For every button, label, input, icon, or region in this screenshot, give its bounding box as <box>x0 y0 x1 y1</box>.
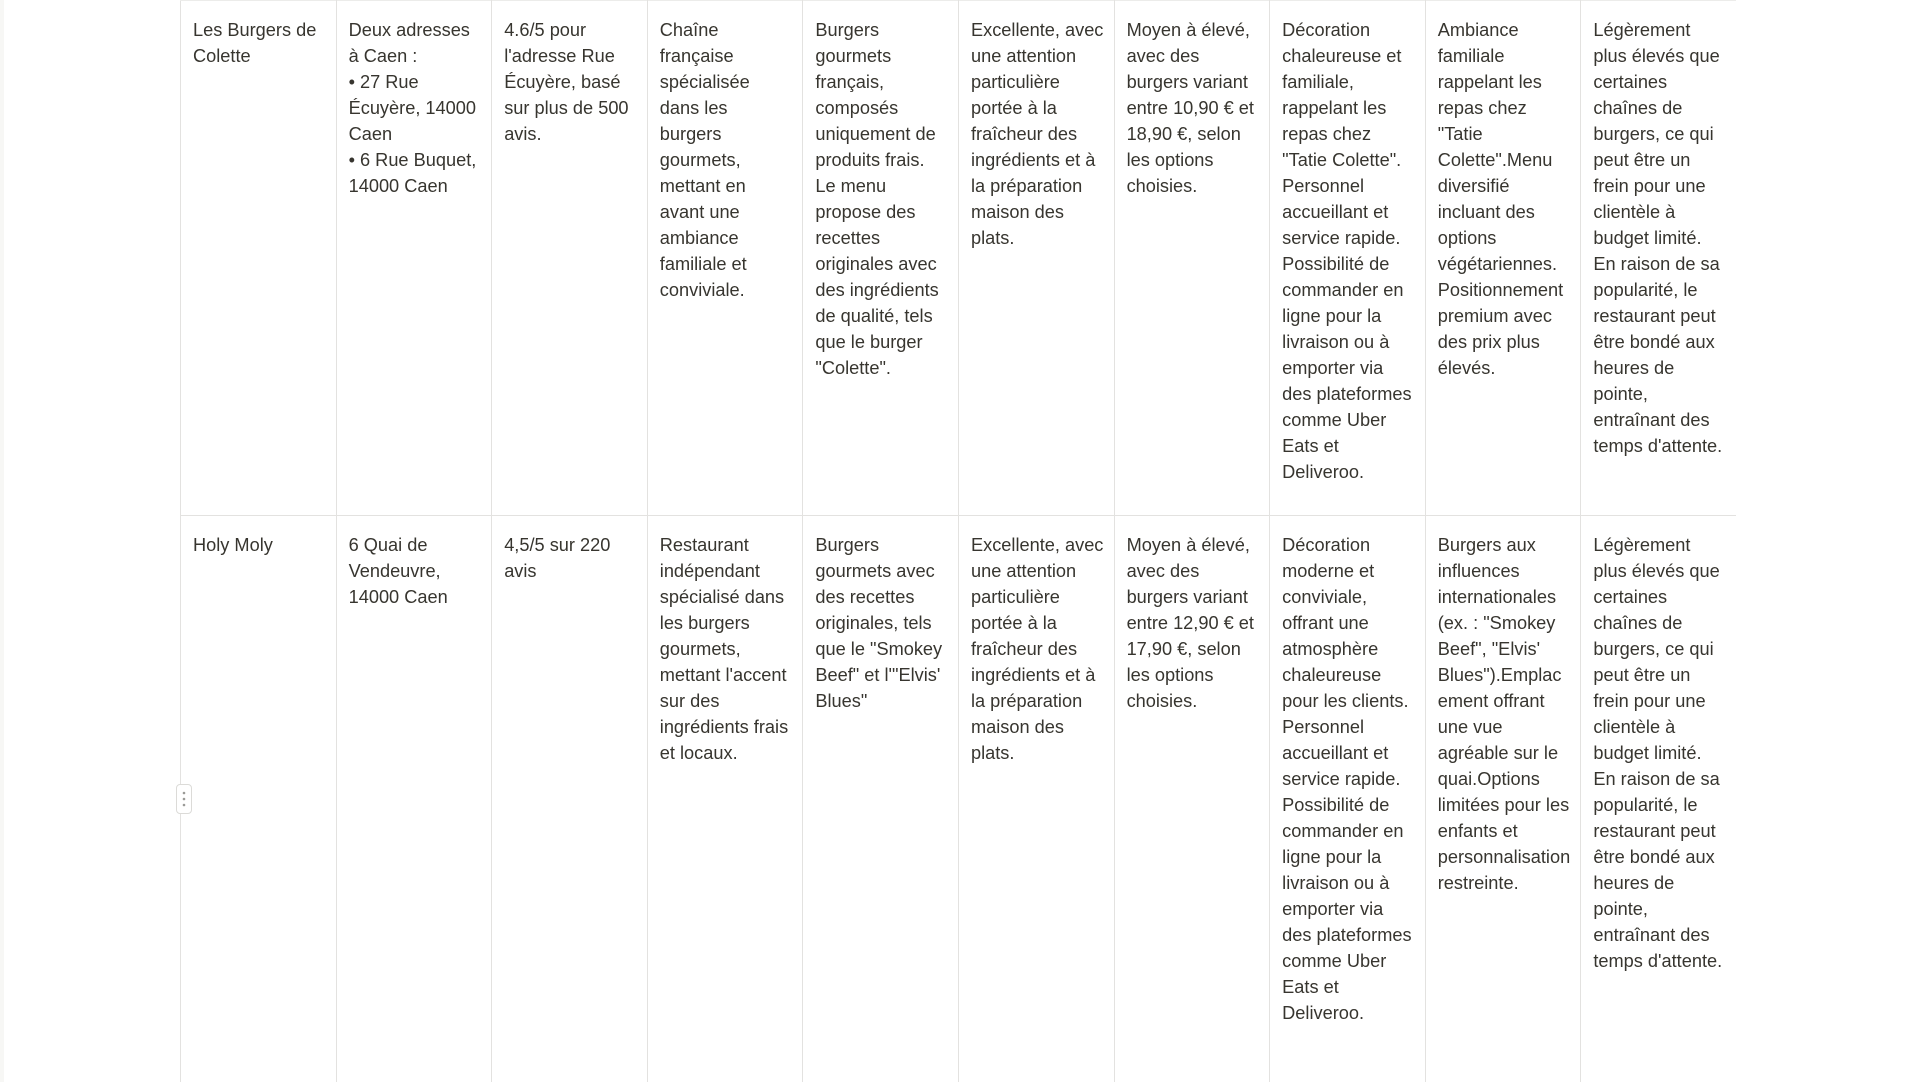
cell-address[interactable] <box>336 516 492 1082</box>
cell-text: Burgers aux influences internationales (ex. : "Smokey Beef", "Elvis' Blues").Emplacement offrant une vue agréable sur le quai.Options limitées pour les enfants et personnalisation restreinte. <box>1437 535 1571 893</box>
cell-text: 4.6/5 pour l'adresse Rue Écuyère, basé sur plus de 500 avis. <box>504 20 629 144</box>
drag-handle-icon[interactable] <box>176 784 192 814</box>
cell-text: Moyen à élevé, avec des burgers variant entre 12,90 € et 17,90 €, selon les options choisies. <box>1126 535 1254 711</box>
cell-text: Légèrement plus élevés que certaines chaînes de burgers, ce qui peut être un frein pour une clientèle à budget limité. En raison de sa popularité, le restaurant peut être bondé aux heures de pointe, entraînant des temps d'attente. <box>1593 535 1723 971</box>
cell-text: Holy Moly <box>193 535 273 555</box>
cell-weaknesses[interactable] <box>1581 1 1736 516</box>
competitor-comparison-table <box>180 0 1736 1082</box>
cell-offer[interactable] <box>803 516 959 1082</box>
cell-concept[interactable] <box>647 516 803 1082</box>
cell-strengths[interactable] <box>1270 516 1426 1082</box>
cell-text: Burgers gourmets avec des recettes originales, tels que le "Smokey Beef" et l'"Elvis' Blues" <box>815 535 943 711</box>
cell-text: Restaurant indépendant spécialisé dans les burgers gourmets, mettant l'accent sur des ingrédients frais et locaux. <box>659 535 789 763</box>
cell-rating[interactable] <box>492 1 648 516</box>
cell-text: Excellente, avec une attention particulière portée à la fraîcheur des ingrédients et à la préparation maison des plats. <box>970 535 1104 763</box>
cell-rating[interactable] <box>492 516 648 1082</box>
cell-quality[interactable] <box>958 1 1114 516</box>
comparison-table-container <box>180 0 1736 1082</box>
cell-concept[interactable] <box>647 1 803 516</box>
cell-text: Légèrement plus élevés que certaines chaînes de burgers, ce qui peut être un frein pour une clientèle à budget limité. En raison de sa popularité, le restaurant peut être bondé aux heures de pointe, entraînant des temps d'attente. <box>1593 20 1723 456</box>
address-line: • 27 Rue Écuyère, 14000 Caen <box>348 72 476 144</box>
cell-text: Excellente, avec une attention particulière portée à la fraîcheur des ingrédients et à la préparation maison des plats. <box>970 20 1104 248</box>
cell-text: Les Burgers de Colette <box>193 20 317 66</box>
cell-name[interactable] <box>181 1 337 516</box>
cell-strengths[interactable] <box>1270 1 1426 516</box>
cell-text: Décoration chaleureuse et familiale, rappelant les repas chez "Tatie Colette". Personnel accueillant et service rapide. Possibilité de commander en ligne pour la livraison ou à emporter via des plateformes comme Uber Eats et Deliveroo. <box>1282 20 1412 482</box>
address-line: • 6 Rue Buquet, 14000 Caen <box>348 150 477 196</box>
cell-price[interactable] <box>1114 516 1270 1082</box>
cell-differentiation[interactable] <box>1425 1 1581 516</box>
cell-text: Ambiance familiale rappelant les repas chez "Tatie Colette".Menu diversifié incluant des options végétariennes. Positionnement premium avec des prix plus élevés. <box>1437 20 1564 378</box>
table-row <box>181 516 1737 1082</box>
cell-name[interactable] <box>181 516 337 1082</box>
cell-weaknesses[interactable] <box>1581 516 1736 1082</box>
cell-offer[interactable] <box>803 1 959 516</box>
cell-text: Chaîne française spécialisée dans les burgers gourmets, mettant en avant une ambiance familiale et conviviale. <box>659 20 750 300</box>
drag-dots-icon <box>181 791 187 807</box>
cell-text: Moyen à élevé, avec des burgers variant entre 10,90 € et 18,90 €, selon les options choisies. <box>1126 20 1254 196</box>
cell-text: Burgers gourmets français, composés uniquement de produits frais. Le menu propose des recettes originales avec des ingrédients de qualité, tels que le burger "Colette". <box>815 20 939 378</box>
left-edge-divider <box>0 0 4 1082</box>
address-line: 6 Quai de Vendeuvre, 14000 Caen <box>348 535 448 607</box>
cell-text: Décoration moderne et conviviale, offrant une atmosphère chaleureuse pour les clients. Personnel accueillant et service rapide. Possibilité de commander en ligne pour la livraison ou à emporter via des plateformes comme Uber Eats et Deliveroo. <box>1282 535 1412 1023</box>
cell-price[interactable] <box>1114 1 1270 516</box>
cell-quality[interactable] <box>958 516 1114 1082</box>
cell-address[interactable] <box>336 1 492 516</box>
table-row <box>181 1 1737 516</box>
address-line: Deux adresses à Caen : <box>348 20 470 66</box>
cell-differentiation[interactable] <box>1425 516 1581 1082</box>
cell-text: 4,5/5 sur 220 avis <box>504 535 611 581</box>
